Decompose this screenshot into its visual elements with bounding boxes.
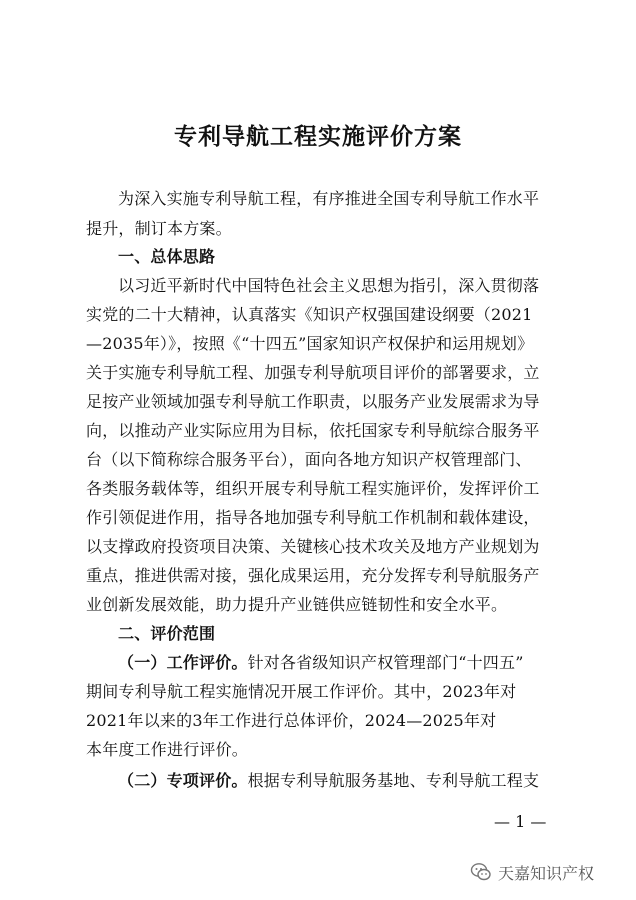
section-heading: 二、评价范围	[118, 624, 216, 643]
text-line: 本年度工作进行评价。	[86, 740, 249, 759]
text-line: 重点，推进供需对接，强化成果运用，充分发挥专利导航服务产	[86, 566, 540, 585]
subsection-paragraph-start	[118, 768, 539, 791]
wechat-icon	[470, 861, 492, 883]
text-line: 提升，制订本方案。	[86, 219, 232, 238]
text-line: 实党的二十大精神，认真落实《知识产权强国建设纲要（2021	[86, 305, 533, 324]
watermark	[470, 860, 594, 884]
document-title: 专利导航工程实施评价方案	[174, 123, 462, 150]
text-line: —2035年）》，按照《“十四五”国家知识产权保护和运用规划》	[86, 334, 534, 353]
text-line: 台（以下简称综合服务平台），面向各地方知识产权管理部门、	[86, 450, 532, 469]
subsection-paragraph-start	[118, 650, 524, 673]
text-line: 业创新发展效能，助力提升产业链供应链韧性和安全水平。	[86, 595, 508, 614]
watermark-text: 天嘉知识产权	[498, 863, 595, 883]
text-line: 作引领促进作用，指导各地加强专利导航工作机制和载体建设，	[86, 508, 540, 527]
text-line: 向，以推动产业实际应用为目标，依托国家专利导航综合服务平	[86, 421, 540, 440]
text-line: 关于实施专利导航工程、加强专利导航项目评价的部署要求，立	[86, 363, 540, 382]
text-line: 以习近平新时代中国特色社会主义思想为指引，深入贯彻落	[118, 276, 540, 295]
section-heading: 一、总体思路	[118, 247, 216, 266]
text-run: 根据专利导航服务基地、专利导航工程支	[247, 771, 540, 790]
subsection-heading: （二）专项评价。	[118, 771, 248, 790]
text-line: 以支撑政府投资项目决策、关键核心技术攻关及地方产业规划为	[86, 537, 540, 556]
text-line: 足按产业领域加强专利导航工作职责，以服务产业发展需求为导	[86, 392, 540, 411]
text-line: 为深入实施专利导航工程，有序推进全国专利导航工作水平	[118, 189, 540, 208]
text-run: 针对各省级知识产权管理部门“十四五”	[247, 653, 524, 672]
text-line: 期间专利导航工程实施情况开展工作评价。其中，2023年对	[86, 682, 517, 701]
text-line: 各类服务载体等，组织开展专利导航工程实施评价，发挥评价工	[86, 479, 540, 498]
page-number: — 1 —	[494, 812, 547, 831]
text-line: 2021年以来的3年工作进行总体评价，2024—2025年对	[86, 711, 497, 730]
subsection-heading: （一）工作评价。	[118, 653, 248, 672]
